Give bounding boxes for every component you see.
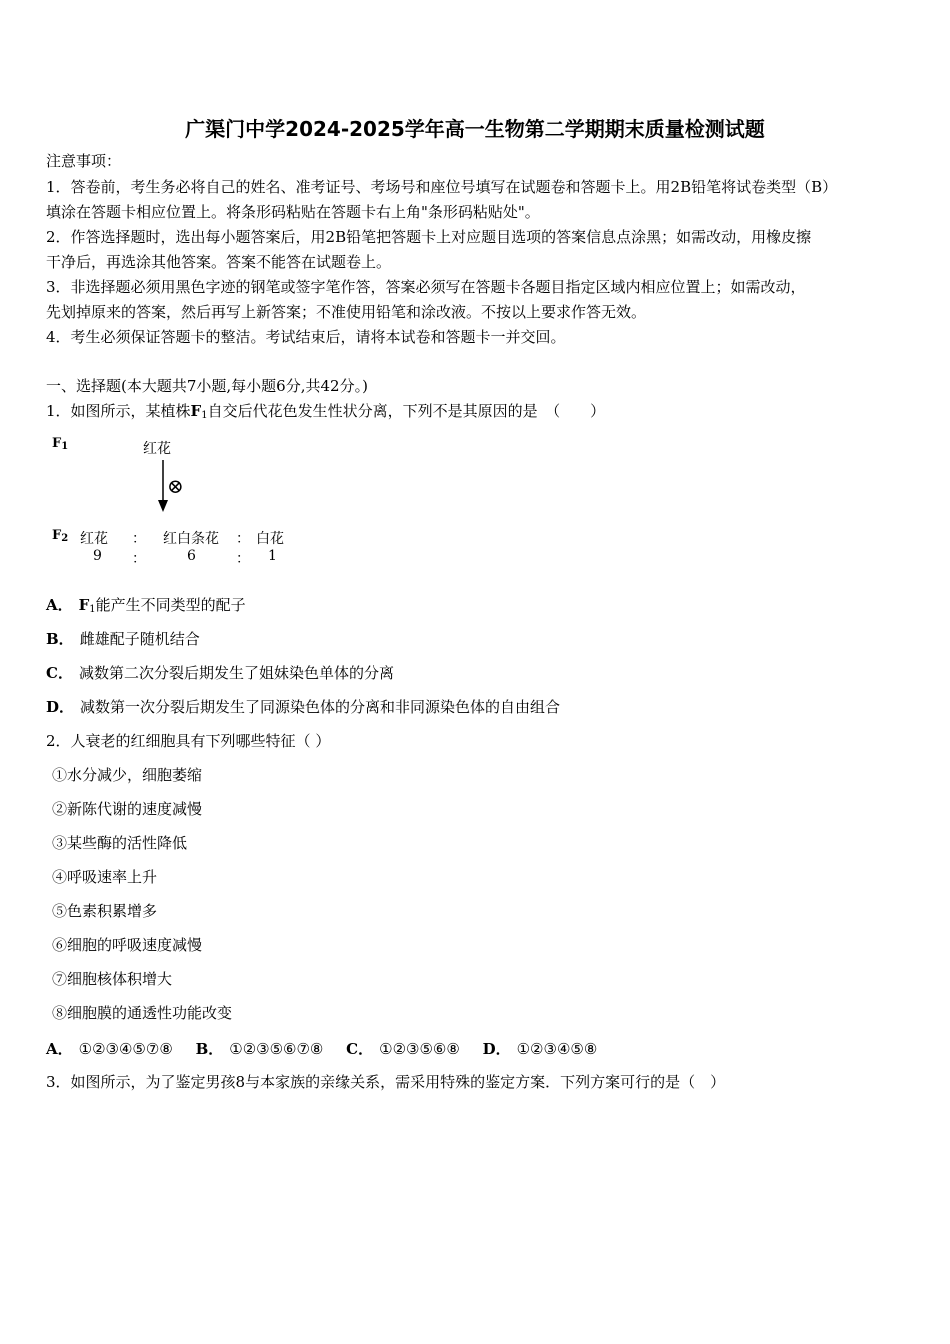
- q1-stem-post: 自交后代花色发生性状分离，下列不是其原因的是 （ ）: [207, 402, 606, 420]
- ratio-white: 1: [268, 548, 277, 564]
- q1-option-b: B． 雌雄配子随机结合: [46, 630, 200, 648]
- q2-item-3: ③某些酶的活性降低: [52, 834, 188, 852]
- q1-stem-sub: 1: [201, 410, 208, 421]
- q1-option-a: A． $F_1$能产生不同类型的配子: [46, 596, 246, 615]
- notice-line-6: 先划掉原来的答案，然后再写上新答案；不准使用铅笔和涂改液。不按以上要求作答无效。: [46, 303, 647, 321]
- ratio-sep-2: ：: [236, 551, 250, 567]
- page-title: 广渠门中学2024-2025学年高一生物第二学期期末质量检测试题: [185, 117, 765, 141]
- self-cross-icon: ⊗: [167, 474, 184, 498]
- phenotype-striped: 红白条花: [163, 531, 219, 547]
- inheritance-diagram: [46, 432, 306, 572]
- phenotype-sep-1: ：: [132, 531, 146, 547]
- phenotype-white: 白花: [256, 531, 284, 547]
- ratio-striped: 6: [187, 548, 196, 564]
- q2-choice-d: D． ①②③④⑤⑧: [482, 1040, 598, 1058]
- question-2-stem: 2．人衰老的红细胞具有下列哪些特征（ ）: [46, 732, 331, 750]
- q2-item-1: ①水分减少，细胞萎缩: [52, 766, 203, 784]
- ratio-red: 9: [93, 548, 102, 564]
- q1-option-c: C． 减数第二次分裂后期发生了姐妹染色单体的分离: [46, 664, 394, 682]
- notice-line-7: 4．考生必须保证答题卡的整洁。考试结束后，请将本试卷和答题卡一并交回。: [46, 328, 566, 346]
- q2-choice-c: C． ①②③⑤⑥⑧: [346, 1040, 460, 1058]
- phenotype-sep-2: ：: [236, 531, 250, 547]
- section-heading: 一、选择题(本大题共7小题,每小题6分,共42分。): [46, 377, 368, 395]
- question-3-stem: 3．如图所示，为了鉴定男孩8与本家族的亲缘关系，需采用特殊的鉴定方案．下列方案可行的是（ ）: [46, 1073, 726, 1091]
- q2-item-4: ④呼吸速率上升: [52, 868, 158, 886]
- notice-line-5: 3．非选择题必须用黑色字迹的钢笔或签字笔作答，答案必须写在答题卡各题目指定区域内相应位置上；如需改动，: [46, 278, 806, 296]
- q2-item-7: ⑦细胞核体积增大: [52, 970, 173, 988]
- f1-label: $F_1$: [52, 436, 69, 452]
- q1-stem-pre: 1．如图所示，某植株: [46, 402, 191, 420]
- parent-phenotype: 红花: [143, 441, 171, 457]
- q2-choice-b: B． ①②③⑤⑥⑦⑧: [195, 1040, 324, 1058]
- f2-label: $F_2$: [52, 528, 69, 544]
- notice-line-3: 2．作答选择题时，选出每小题答案后，用2B铅笔把答题卡上对应题目选项的答案信息点涂黑；如需改动，用橡皮擦: [46, 228, 812, 246]
- selfing-arrow: [46, 432, 306, 572]
- q2-item-8: ⑧细胞膜的通透性功能改变: [52, 1004, 233, 1022]
- q1-stem-f: F: [190, 402, 202, 420]
- notice-heading: 注意事项：: [46, 152, 122, 170]
- notice-line-4: 干净后，再选涂其他答案。答案不能答在试题卷上。: [46, 253, 392, 271]
- phenotype-red: 红花: [80, 531, 108, 547]
- notice-line-2: 填涂在答题卡相应位置上。将条形码粘贴在答题卡右上角"条形码粘贴处"。: [46, 203, 540, 221]
- q1-option-d: D． 减数第一次分裂后期发生了同源染色体的分离和非同源染色体的自由组合: [46, 698, 561, 716]
- question-1-stem: [46, 401, 605, 426]
- q2-choice-a: A． ①②③④⑤⑦⑧: [46, 1040, 173, 1058]
- ratio-sep-1: ：: [132, 551, 146, 567]
- q2-item-6: ⑥细胞的呼吸速度减慢: [52, 936, 203, 954]
- q2-item-5: ⑤色素积累增多: [52, 902, 158, 920]
- q2-choices: [46, 1038, 615, 1059]
- notice-line-1: 1．答卷前，考生务必将自己的姓名、准考证号、考场号和座位号填写在试题卷和答题卡上。用2B铅笔将试卷类型（B）: [46, 178, 838, 196]
- q2-item-2: ②新陈代谢的速度减慢: [52, 800, 203, 818]
